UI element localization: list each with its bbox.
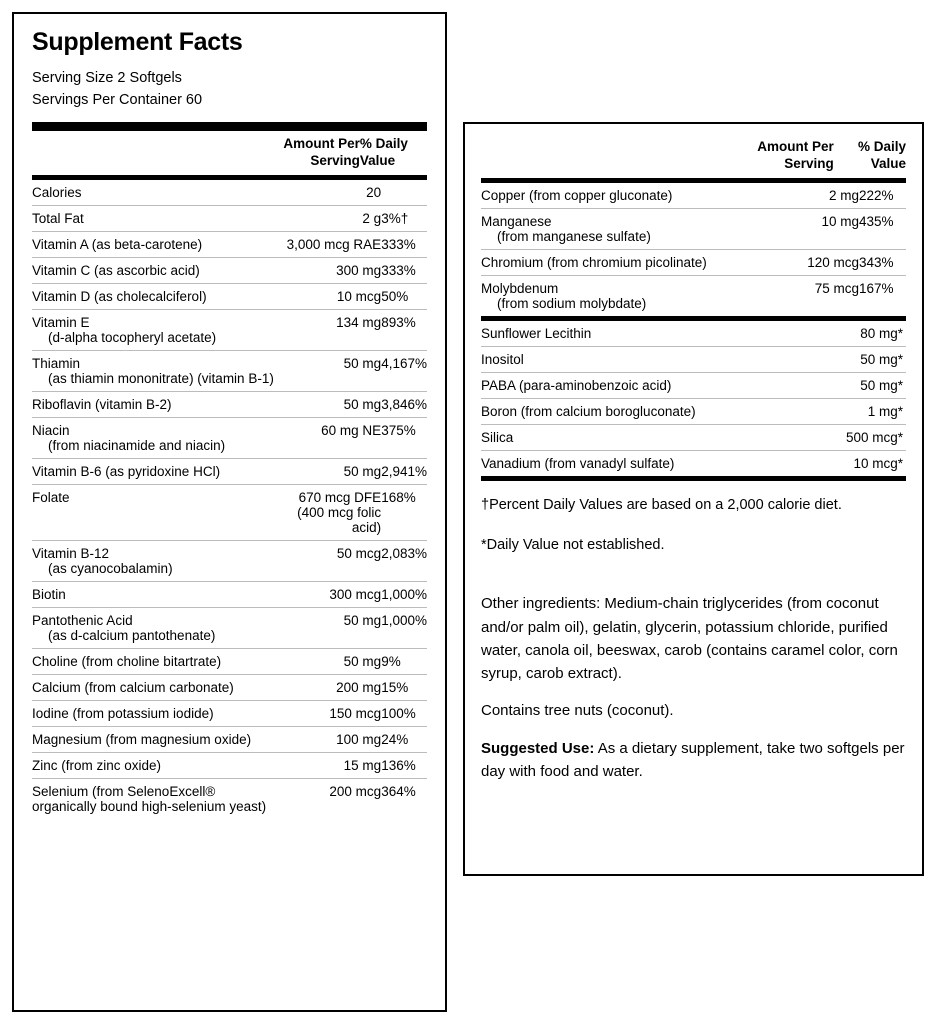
contains-statement: Contains tree nuts (coconut). — [481, 702, 674, 720]
nutrient-amount: 50 mg — [277, 350, 382, 391]
nutrient-dv: * — [897, 455, 904, 471]
nutrient-dv: 333% — [381, 231, 427, 257]
nutrient-amount: 15 mg — [277, 752, 382, 778]
serving-size: Serving Size 2 Softgels — [32, 70, 182, 86]
nutrient-name: Copper (from copper gluconate) — [481, 183, 788, 209]
right-panel-box-bottom — [463, 576, 924, 876]
table-row — [481, 398, 906, 424]
nutrient-amount: 3,000 mcg RAE — [277, 231, 382, 257]
nutrient-dv: 893% — [381, 309, 427, 350]
right-panel — [459, 0, 936, 1024]
divider-thick-left — [32, 122, 427, 131]
nutrient-name-sub: (from manganese sulfate) — [497, 228, 651, 244]
nutrient-name: Vitamin A (as beta-carotene) — [32, 231, 277, 257]
header-blank — [32, 131, 257, 175]
nutrient-amount: 2 g — [277, 205, 382, 231]
nutrient-name — [481, 208, 788, 249]
nutrient-name-sub: (from niacinamide and niacin) — [48, 437, 226, 453]
nutrient-dv: 24% — [381, 726, 427, 752]
table-row — [32, 581, 427, 607]
nutrient-name — [32, 540, 277, 581]
table-row — [481, 450, 906, 476]
left-nutrition-table — [32, 131, 427, 175]
nutrient-dv: 50% — [381, 283, 427, 309]
nutrient-amount: 10 mcg — [853, 455, 898, 471]
nutrient-name-sub: (as d-calcium pantothenate) — [48, 627, 216, 643]
right-panel-box-top — [463, 122, 924, 576]
nutrient-amount: 10 mg — [788, 208, 859, 249]
table-row — [32, 778, 427, 819]
nutrient-name: Vanadium (from vanadyl sulfate) — [481, 455, 675, 471]
table-row — [32, 391, 427, 417]
nutrient-dv: 100% — [381, 700, 427, 726]
nutrient-amount: 670 mcg DFE (400 mcg folic acid) — [277, 484, 382, 540]
nutrient-dv: 333% — [381, 257, 427, 283]
nutrient-dv: 435% — [859, 208, 906, 249]
nutrient-name — [32, 607, 277, 648]
nutrient-amount: 300 mcg — [277, 581, 382, 607]
suggested-use-label: Suggested Use: — [481, 739, 595, 757]
table-row — [481, 249, 906, 275]
header-dv-line1: % Daily — [359, 135, 408, 151]
header-dv-line2: Value — [359, 152, 396, 168]
nutrient-amount: 120 mcg — [788, 249, 859, 275]
nutrient-name-main: Molybdenum — [481, 280, 559, 296]
nutrient-name: Zinc (from zinc oxide) — [32, 752, 277, 778]
nutrient-amount: 150 mcg — [277, 700, 382, 726]
nutrient-dv — [381, 180, 427, 206]
header-amount-per-serving — [723, 134, 834, 178]
nutrient-name — [32, 417, 277, 458]
nutrient-dv: 2,941% — [381, 458, 427, 484]
divider-med-right-3 — [481, 476, 906, 481]
table-row — [32, 417, 427, 458]
nutrient-amount: 200 mcg — [329, 783, 382, 799]
nutrient-dv: 1,000% — [381, 581, 427, 607]
nutrient-amount: 20 — [277, 180, 382, 206]
nutrient-amount: 80 mg — [817, 321, 898, 347]
nutrient-amount: 50 mg — [277, 458, 382, 484]
header-dv-line1: % Daily — [857, 139, 906, 154]
table-row — [481, 372, 906, 398]
left-panel-box — [12, 12, 447, 1012]
nutrient-amount: 10 mcg — [277, 283, 382, 309]
table-row — [481, 321, 906, 347]
nutrient-name: Calcium (from calcium carbonate) — [32, 674, 277, 700]
nutrient-name: Selenium (from SelenoExcell® organically bound high-selenium yeast) — [32, 783, 267, 814]
table-row — [32, 180, 427, 206]
nutrient-dv: 375% — [381, 417, 427, 458]
table-row — [481, 424, 906, 450]
daily-value-not-established-footnote: *Daily Value not established. — [481, 536, 665, 553]
nutrient-amount: 300 mg — [277, 257, 382, 283]
nutrient-dv: 2,083% — [381, 540, 427, 581]
nutrient-amount: 50 mg — [817, 346, 898, 372]
header-amount-line2: Serving — [310, 152, 360, 168]
nutrient-name — [481, 275, 788, 316]
suggested-use-text: As a dietary supplement, take two softgels per day with food and water. — [481, 739, 905, 780]
nutrient-name: Calories — [32, 180, 277, 206]
table-row — [32, 540, 427, 581]
nutrient-dv: 3,846% — [381, 391, 427, 417]
nutrient-amount: 2 mg — [788, 183, 859, 209]
nutrient-name: Riboflavin (vitamin B-2) — [32, 391, 277, 417]
nutrient-name: Biotin — [32, 581, 277, 607]
nutrient-amount: 500 mcg — [817, 424, 898, 450]
nutrient-amount: 50 mcg — [277, 540, 382, 581]
nutrient-name: Total Fat — [32, 205, 277, 231]
left-panel — [0, 0, 459, 1024]
header-daily-value — [834, 134, 906, 178]
table-row — [481, 275, 906, 316]
table-row — [32, 674, 427, 700]
nutrient-name: Iodine (from potassium iodide) — [32, 700, 277, 726]
table-header-row — [481, 134, 906, 178]
nutrient-name-main: Pantothenic Acid — [32, 612, 133, 628]
table-row — [32, 283, 427, 309]
table-row — [32, 607, 427, 648]
nutrient-name: Magnesium (from magnesium oxide) — [32, 726, 277, 752]
nutrient-amount: 1 mg — [817, 398, 898, 424]
table-row — [32, 205, 427, 231]
nutrient-amount: 200 mg — [277, 674, 382, 700]
nutrient-dv: * — [898, 346, 906, 372]
nutrient-dv: 167% — [858, 280, 894, 296]
table-row — [32, 309, 427, 350]
table-row — [32, 257, 427, 283]
nutrient-name-main: Vitamin B-12 — [32, 545, 110, 561]
nutrient-dv: 136% — [381, 752, 427, 778]
nutrient-name: Boron (from calcium borogluconate) — [481, 398, 817, 424]
table-row — [481, 208, 906, 249]
daily-value-footnote: †Percent Daily Values are based on a 2,000 calorie diet. — [481, 496, 842, 513]
table-header-row — [32, 131, 427, 175]
nutrient-name — [32, 309, 277, 350]
nutrient-name: Silica — [481, 424, 817, 450]
header-amount-line2: Serving — [784, 155, 834, 171]
nutrient-name-sub: (as thiamin mononitrate) (vitamin B-1) — [48, 370, 274, 386]
nutrient-name-main: Thiamin — [32, 355, 81, 371]
table-row — [481, 183, 906, 209]
nutrient-dv: 1,000% — [381, 607, 427, 648]
nutrient-dv: 343% — [859, 249, 906, 275]
header-blank — [481, 134, 723, 178]
nutrient-name: Vitamin B-6 (as pyridoxine HCl) — [32, 458, 277, 484]
nutrient-dv: 3%† — [381, 205, 427, 231]
nutrient-name — [32, 350, 277, 391]
nutrient-name: Inositol — [481, 346, 817, 372]
nutrient-name: Chromium (from chromium picolinate) — [481, 249, 788, 275]
nutrient-dv: * — [898, 398, 906, 424]
nutrient-dv: * — [898, 372, 906, 398]
nutrient-dv: 15% — [381, 674, 427, 700]
left-nutrient-rows — [32, 180, 427, 819]
right-header-table — [481, 134, 906, 178]
table-row — [32, 231, 427, 257]
nutrient-amount: 75 mcg — [814, 280, 859, 296]
header-amount-per-serving — [257, 131, 360, 175]
table-row — [481, 346, 906, 372]
table-row — [32, 648, 427, 674]
suggested-use — [481, 737, 906, 784]
nutrient-dv: * — [898, 424, 906, 450]
servings-per-container: Servings Per Container 60 — [32, 92, 203, 109]
nutrient-amount: 100 mg — [277, 726, 382, 752]
nutrient-name-main: Manganese — [481, 213, 552, 229]
table-row — [32, 726, 427, 752]
nutrient-name: Folate — [32, 484, 277, 540]
nutrient-dv: 168% — [381, 484, 427, 540]
nutrient-dv: 222% — [859, 183, 906, 209]
header-amount-line1: Amount Per — [283, 135, 360, 151]
header-amount-line1: Amount Per — [757, 139, 834, 154]
page-title: Supplement Facts — [32, 28, 243, 56]
nutrient-amount: 50 mg — [277, 391, 382, 417]
nutrient-name: PABA (para-aminobenzoic acid) — [481, 372, 817, 398]
nutrient-amount: 50 mg — [817, 372, 898, 398]
nutrient-name: Vitamin D (as cholecalciferol) — [32, 283, 277, 309]
nutrient-amount: 60 mg NE — [277, 417, 382, 458]
nutrient-dv: 9% — [381, 648, 427, 674]
nutrient-name-main: Vitamin E — [32, 314, 90, 330]
nutrient-name: Vitamin C (as ascorbic acid) — [32, 257, 277, 283]
nutrient-amount: 50 mg — [277, 648, 382, 674]
nutrient-amount: 50 mg — [277, 607, 382, 648]
table-row — [32, 484, 427, 540]
header-dv-line2: Value — [870, 155, 906, 171]
nutrient-name-sub: (from sodium molybdate) — [497, 295, 647, 311]
table-row — [32, 700, 427, 726]
nutrient-dv: * — [898, 321, 906, 347]
right-minerals-table — [481, 183, 906, 316]
table-row — [32, 752, 427, 778]
table-row — [32, 458, 427, 484]
table-row — [32, 350, 427, 391]
nutrient-name: Choline (from choline bitartrate) — [32, 648, 277, 674]
nutrient-name-sub: (as cyanocobalamin) — [48, 560, 173, 576]
nutrient-name-sub: (d-alpha tocopheryl acetate) — [48, 329, 217, 345]
other-ingredients: Other ingredients: Medium-chain triglycerides (from coconut and/or palm oil), gelatin, glycerin, potassium chloride, purified water, canola oil, beeswax, carob (contains caramel color, corn syrup, carob extract). — [481, 595, 898, 682]
nutrient-amount: 134 mg — [277, 309, 382, 350]
nutrient-name-main: Niacin — [32, 422, 70, 438]
nutrient-dv: 364% — [381, 783, 416, 799]
nutrient-name: Sunflower Lecithin — [481, 321, 817, 347]
header-daily-value — [360, 131, 427, 175]
right-other-nutrients-table — [481, 321, 906, 476]
nutrient-dv: 4,167% — [381, 350, 427, 391]
